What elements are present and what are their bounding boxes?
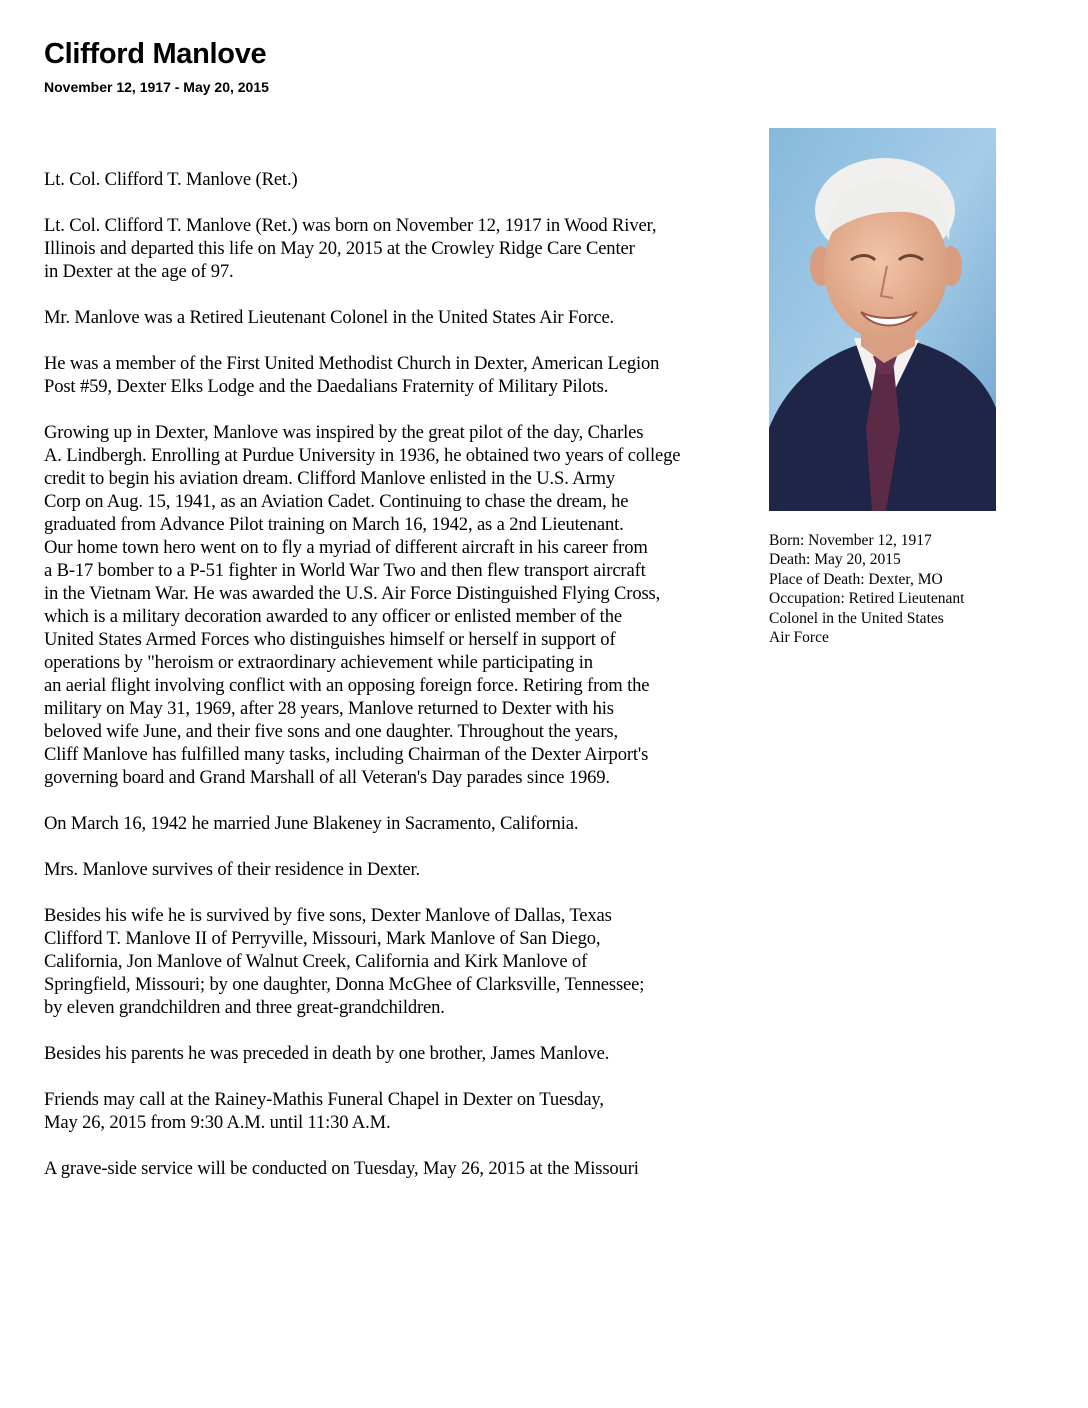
obituary-line: graduated from Advance Pilot training on March 16, 1942, as a 2nd Lieutenant.	[44, 514, 624, 535]
obituary-line: He was a member of the First United Methodist Church in Dexter, American Legion	[44, 353, 660, 374]
obituary-line: Lt. Col. Clifford T. Manlove (Ret.)	[44, 169, 298, 190]
caption-line: Colonel in the United States	[769, 609, 944, 627]
obituary-paragraph	[44, 421, 804, 789]
obituary-line: in Dexter at the age of 97.	[44, 261, 234, 282]
obituary-paragraph	[44, 214, 804, 283]
obituary-paragraph	[44, 904, 804, 1019]
obituary-line: Lt. Col. Clifford T. Manlove (Ret.) was born on November 12, 1917 in Wood River,	[44, 215, 657, 236]
obituary-line: Friends may call at the Rainey-Mathis Funeral Chapel in Dexter on Tuesday,	[44, 1089, 604, 1110]
obituary-line: Cliff Manlove has fulfilled many tasks, including Chairman of the Dexter Airport's	[44, 744, 649, 765]
obituary-paragraph	[44, 812, 804, 835]
obituary-paragraph	[44, 1088, 804, 1134]
obituary-line: by eleven grandchildren and three great-grandchildren.	[44, 997, 445, 1018]
page-title: Clifford Manlove	[44, 38, 267, 70]
obituary-line: which is a military decoration awarded to any officer or enlisted member of the	[44, 606, 622, 627]
caption-line: Born: November 12, 1917	[769, 532, 932, 549]
obituary-line: military on May 31, 1969, after 28 years, Manlove returned to Dexter with his	[44, 698, 614, 719]
obituary-line: Besides his parents he was preceded in death by one brother, James Manlove.	[44, 1043, 610, 1064]
obituary-line: Growing up in Dexter, Manlove was inspired by the great pilot of the day, Charles	[44, 422, 644, 443]
portrait-photo	[769, 128, 996, 511]
obituary-line: beloved wife June, and their five sons and one daughter. Throughout the years,	[44, 721, 619, 742]
caption-line: Occupation: Retired Lieutenant	[769, 590, 965, 608]
obituary-line: Besides his wife he is survived by five sons, Dexter Manlove of Dallas, Texas	[44, 905, 612, 926]
obituary-paragraph	[44, 168, 804, 191]
obituary-line: On March 16, 1942 he married June Blakeney in Sacramento, California.	[44, 813, 579, 834]
obituary-line: Springfield, Missouri; by one daughter, Donna McGhee of Clarksville, Tennessee;	[44, 974, 645, 995]
obituary-paragraph	[44, 1157, 804, 1180]
caption-line: Air Force	[769, 629, 829, 647]
obituary-paragraph	[44, 352, 804, 398]
obituary-line: California, Jon Manlove of Walnut Creek, California and Kirk Manlove of	[44, 951, 588, 972]
obituary-line: Our home town hero went on to fly a myriad of different aircraft in his career from	[44, 537, 648, 558]
obituary-paragraph	[44, 1042, 804, 1065]
obituary-line: Clifford T. Manlove II of Perryville, Missouri, Mark Manlove of San Diego,	[44, 928, 601, 949]
photo-caption	[769, 531, 1009, 647]
obituary-line: Illinois and departed this life on May 20, 2015 at the Crowley Ridge Care Center	[44, 238, 635, 259]
obituary-line: in the Vietnam War. He was awarded the U.S. Air Force Distinguished Flying Cross,	[44, 583, 661, 604]
obituary-line: operations by "heroism or extraordinary achievement while participating in	[44, 652, 593, 673]
obituary-line: governing board and Grand Marshall of all Veteran's Day parades since 1969.	[44, 767, 610, 788]
obituary-body	[44, 168, 804, 1203]
obituary-line: Mrs. Manlove survives of their residence in Dexter.	[44, 859, 421, 880]
obituary-line: a B-17 bomber to a P-51 fighter in World War Two and then flew transport aircraft	[44, 560, 646, 581]
obituary-line: Post #59, Dexter Elks Lodge and the Daedalians Fraternity of Military Pilots.	[44, 376, 609, 397]
obituary-line: Corp on Aug. 15, 1941, as an Aviation Cadet. Continuing to chase the dream, he	[44, 491, 629, 512]
obituary-line: May 26, 2015 from 9:30 A.M. until 11:30 A.M.	[44, 1112, 391, 1133]
obituary-paragraph	[44, 306, 804, 329]
obituary-line: Mr. Manlove was a Retired Lieutenant Colonel in the United States Air Force.	[44, 307, 615, 328]
obituary-line: an aerial flight involving conflict with an opposing foreign force. Retiring from the	[44, 675, 650, 696]
obituary-paragraph	[44, 858, 804, 881]
caption-line: Death: May 20, 2015	[769, 551, 901, 569]
obituary-line: A grave-side service will be conducted on Tuesday, May 26, 2015 at the Missouri	[44, 1158, 639, 1179]
obituary-line: A. Lindbergh. Enrolling at Purdue University in 1936, he obtained two years of college	[44, 445, 681, 466]
caption-line: Place of Death: Dexter, MO	[769, 570, 943, 588]
obituary-line: United States Armed Forces who distinguishes himself or herself in support of	[44, 629, 616, 650]
life-dates: November 12, 1917 - May 20, 2015	[44, 79, 269, 95]
obituary-line: credit to begin his aviation dream. Clifford Manlove enlisted in the U.S. Army	[44, 468, 615, 489]
